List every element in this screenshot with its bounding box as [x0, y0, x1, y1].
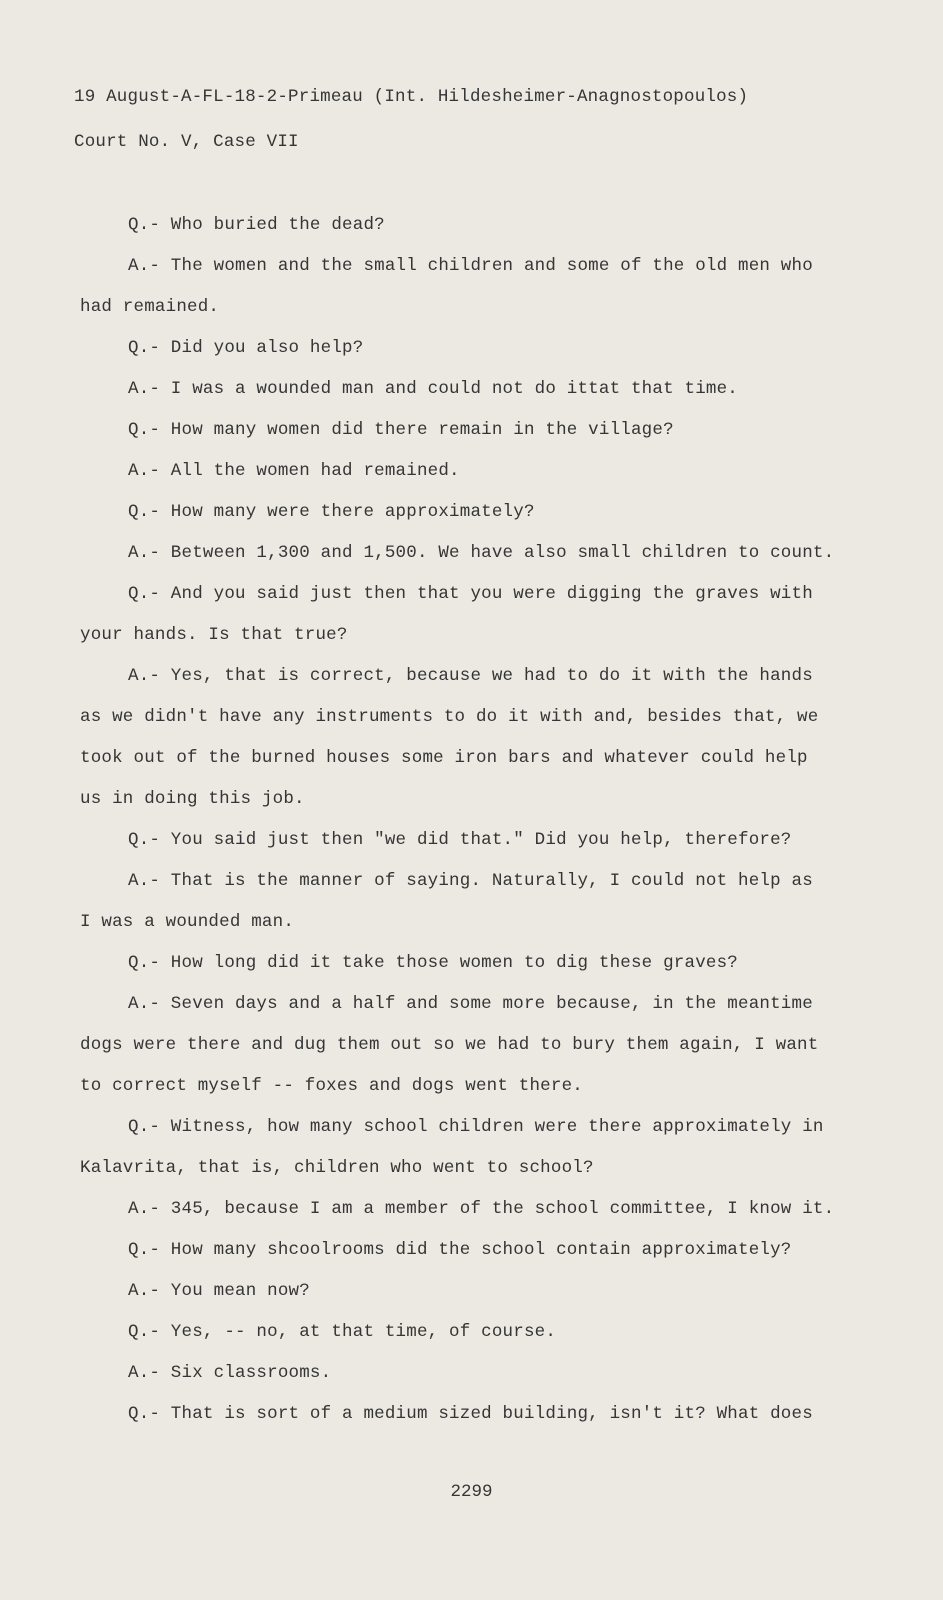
page-number: 2299: [450, 1482, 493, 1502]
transcript-line: as we didn't have any instruments to do it with and, besides that, we: [80, 707, 819, 727]
transcript-line: A.- Between 1,300 and 1,500. We have also small children to count.: [128, 543, 835, 563]
transcript-line: I was a wounded man.: [80, 912, 295, 932]
transcript-line: Q.- How many shcoolrooms did the school contain approximately?: [128, 1240, 792, 1260]
transcript-line: A.- I was a wounded man and could not do ittat that time.: [128, 379, 738, 399]
transcript-line: Q.- Who buried the dead?: [128, 215, 385, 235]
transcript-line: A.- The women and the small children and some of the old men who: [128, 256, 813, 276]
transcript-line: dogs were there and dug them out so we had to bury them again, I want: [80, 1035, 819, 1055]
transcript-line: Q.- Yes, -- no, at that time, of course.: [128, 1322, 557, 1342]
transcript-line: Q.- You said just then "we did that." Did you help, therefore?: [128, 830, 792, 850]
transcript-line: Q.- How long did it take those women to dig these graves?: [128, 953, 738, 973]
transcript-line: A.- Seven days and a half and some more because, in the meantime: [128, 994, 813, 1014]
transcript-line: Kalavrita, that is, children who went to school?: [80, 1158, 594, 1178]
transcript-line: Q.- How many women did there remain in the village?: [128, 420, 674, 440]
transcript-line: A.- 345, because I am a member of the school committee, I know it.: [128, 1199, 835, 1219]
header-court: Court No. V, Case VII: [74, 132, 299, 152]
transcript-line: Q.- That is sort of a medium sized building, isn't it? What does: [128, 1404, 813, 1424]
transcript-line: A.- That is the manner of saying. Naturally, I could not help as: [128, 871, 813, 891]
transcript-line: A.- Yes, that is correct, because we had to do it with the hands: [128, 666, 813, 686]
transcript-line: had remained.: [80, 297, 220, 317]
transcript-line: took out of the burned houses some iron bars and whatever could help: [80, 748, 808, 768]
transcript-line: to correct myself -- foxes and dogs went there.: [80, 1076, 583, 1096]
transcript-line: Q.- And you said just then that you were digging the graves with: [128, 584, 813, 604]
header-caption: 19 August-A-FL-18-2-Primeau (Int. Hildesheimer-Anagnostopoulos): [74, 87, 749, 107]
transcript-line: A.- All the women had remained.: [128, 461, 460, 481]
transcript-line: Q.- How many were there approximately?: [128, 502, 535, 522]
transcript-line: Q.- Did you also help?: [128, 338, 364, 358]
transcript-line: A.- You mean now?: [128, 1281, 310, 1301]
transcript-line: Q.- Witness, how many school children were there approximately in: [128, 1117, 824, 1137]
transcript-line: A.- Six classrooms.: [128, 1363, 332, 1383]
transcript-line: us in doing this job.: [80, 789, 305, 809]
transcript-line: your hands. Is that true?: [80, 625, 348, 645]
